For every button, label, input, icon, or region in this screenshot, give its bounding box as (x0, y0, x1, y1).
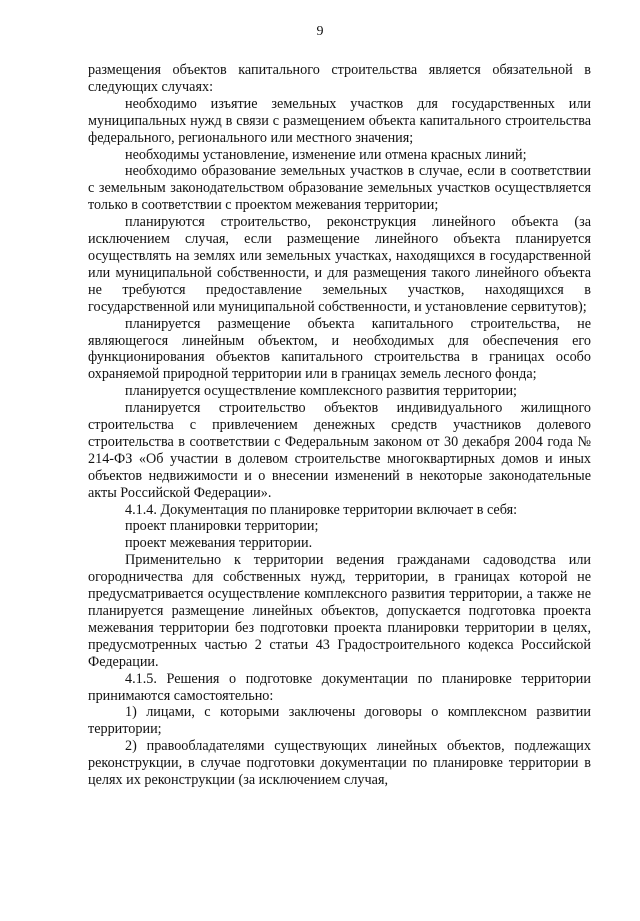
paragraph-6: планируется размещение объекта капитального строительства, не являющегося линейным объектом, и необходимых для обеспечения его функционирования объектов капитального строительства в границах особо охраняемой природной территории или в границах земель лесного фонда; (88, 315, 591, 383)
paragraph-5: планируются строительство, реконструкция линейного объекта (за исключением случая, если размещение линейного объекта планируется осуществлять на землях или земельных участках, находящихся в государственной или муниципальной собственности, и для размещения такого линейного объекта не требуются предоставление земельных участков, находящихся в государственной или муниципальной собственности, и установление сервитутов); (88, 214, 591, 315)
paragraph-2: необходимо изъятие земельных участков для государственных или муниципальных нужд в связи с размещением объекта капитального строительства федерального, регионального или местного значения; (88, 95, 591, 146)
paragraph-11: проект межевания территории. (125, 535, 313, 552)
paragraph-15: 2) правообладателями существующих линейных объектов, подлежащих реконструкции, в случае подготовки документации по планировке территории в целях их реконструкции (за исключением случая, (88, 738, 591, 789)
paragraph-14: 1) лицами, с которыми заключены договоры о комплексном развитии территории; (88, 704, 591, 738)
paragraph-13: 4.1.5. Решения о подготовке документации по планировке территории принимаются самостоятельно: (88, 670, 591, 704)
document-body (88, 62, 591, 789)
paragraph-8: планируется строительство объектов индивидуального жилищного строительства с привлечением денежных средств участников долевого строительства в соответствии с Федеральным законом от 30 декабря 2004 года № 214-ФЗ «Об участии в долевом строительстве многоквартирных домов и иных объектов недвижимости и о внесении изменений в некоторые законодательные акты Российской Федерации». (88, 400, 591, 501)
paragraph-4: необходимо образование земельных участков в случае, если в соответствии с земельным законодательством образование земельных участков осуществляется только в соответствии с проектом межевания территории; (88, 163, 591, 214)
paragraph-7: планируется осуществление комплексного развития территории; (125, 383, 517, 400)
paragraph-9: 4.1.4. Документация по планировке территории включает в себя: (125, 501, 518, 518)
paragraph-10: проект планировки территории; (125, 518, 319, 535)
paragraph-3: необходимы установление, изменение или отмена красных линий; (125, 146, 527, 163)
page-number: 9 (316, 24, 324, 39)
paragraph-1: размещения объектов капитального строительства является обязательной в следующих случаях: (88, 62, 591, 95)
paragraph-12: Применительно к территории ведения гражданами садоводства или огородничества для собственных нужд, территории, в границах которой не предусматривается осуществление комплексного развития территории, а также не планируется размещение линейных объектов, допускается подготовка проекта межевания территории без подготовки проекта планировки территории в целях, предусмотренных частью 2 статьи 43 Градостроительного кодекса Российской Федерации. (88, 552, 591, 670)
